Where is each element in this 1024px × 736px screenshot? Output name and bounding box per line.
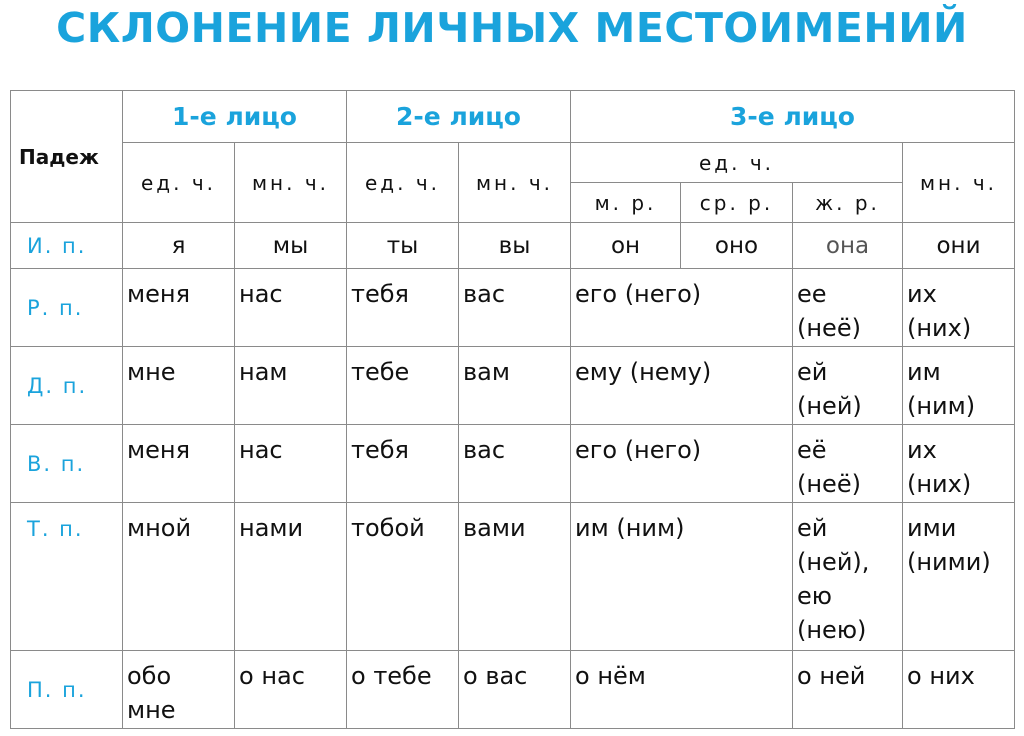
cell-p2s: тебя: [347, 269, 459, 347]
header-person-1: 1-е лицо: [123, 91, 347, 143]
cell-p2p: вам: [459, 347, 571, 425]
cell-p1s: меня: [123, 425, 235, 503]
cell-p3p: ими (ними): [903, 503, 1015, 651]
cell-p1p: нами: [235, 503, 347, 651]
case-label: Т. п.: [11, 503, 123, 651]
case-label: В. п.: [11, 425, 123, 503]
cell-p3p: их (них): [903, 425, 1015, 503]
cell-p2p: вы: [459, 223, 571, 269]
cell-p2p: о вас: [459, 651, 571, 729]
page-title: СКЛОНЕНИЕ ЛИЧНЫХ МЕСТОИМЕНИЙ: [56, 4, 968, 52]
cell-p3mn: о нём: [571, 651, 793, 729]
header-person-3: 3-е лицо: [571, 91, 1015, 143]
cell-p3f: она: [793, 223, 903, 269]
header-p2-singular: ед. ч.: [347, 143, 459, 223]
cell-p3mn: им (ним): [571, 503, 793, 651]
cell-p2p: вас: [459, 425, 571, 503]
cell-p3f: её (неё): [793, 425, 903, 503]
cell-p1s: меня: [123, 269, 235, 347]
cell-p3f: ее (неё): [793, 269, 903, 347]
cell-p3p: им (ним): [903, 347, 1015, 425]
header-person-2: 2-е лицо: [347, 91, 571, 143]
case-label: П. п.: [11, 651, 123, 729]
cell-p2p: вами: [459, 503, 571, 651]
header-fem: ж. р.: [793, 183, 903, 223]
cell-p1s: обо мне: [123, 651, 235, 729]
case-label: Р. п.: [11, 269, 123, 347]
cell-p2s: о тебе: [347, 651, 459, 729]
cell-p1s: мной: [123, 503, 235, 651]
case-label: И. п.: [11, 223, 123, 269]
cell-p2s: тебя: [347, 425, 459, 503]
cell-p3p: они: [903, 223, 1015, 269]
cell-p2p: вас: [459, 269, 571, 347]
cell-p1p: мы: [235, 223, 347, 269]
cell-p1p: нам: [235, 347, 347, 425]
header-neut: ср. р.: [681, 183, 793, 223]
cell-p3mn: ему (нему): [571, 347, 793, 425]
cell-p3p: их (них): [903, 269, 1015, 347]
cell-p3n: оно: [681, 223, 793, 269]
cell-p2s: тебе: [347, 347, 459, 425]
cell-p3f: о ней: [793, 651, 903, 729]
header-p1-singular: ед. ч.: [123, 143, 235, 223]
cell-p3f: ей (ней): [793, 347, 903, 425]
cell-p3mn: его (него): [571, 269, 793, 347]
cell-p3p: о них: [903, 651, 1015, 729]
cell-p1p: о нас: [235, 651, 347, 729]
header-p1-plural: мн. ч.: [235, 143, 347, 223]
cell-p2s: ты: [347, 223, 459, 269]
header-p3-singular: ед. ч.: [571, 143, 903, 183]
cell-p2s: тобой: [347, 503, 459, 651]
header-masc: м. р.: [571, 183, 681, 223]
cell-p1p: нас: [235, 425, 347, 503]
cell-p3f: ей (ней), ею (нею): [793, 503, 903, 651]
declension-table: [10, 90, 1015, 729]
header-p2-plural: мн. ч.: [459, 143, 571, 223]
header-padezh: Падеж: [11, 91, 123, 223]
header-p3-plural: мн. ч.: [903, 143, 1015, 223]
cell-p3mn: его (него): [571, 425, 793, 503]
cell-p1s: я: [123, 223, 235, 269]
cell-p3m: он: [571, 223, 681, 269]
case-label: Д. п.: [11, 347, 123, 425]
cell-p1s: мне: [123, 347, 235, 425]
cell-p1p: нас: [235, 269, 347, 347]
